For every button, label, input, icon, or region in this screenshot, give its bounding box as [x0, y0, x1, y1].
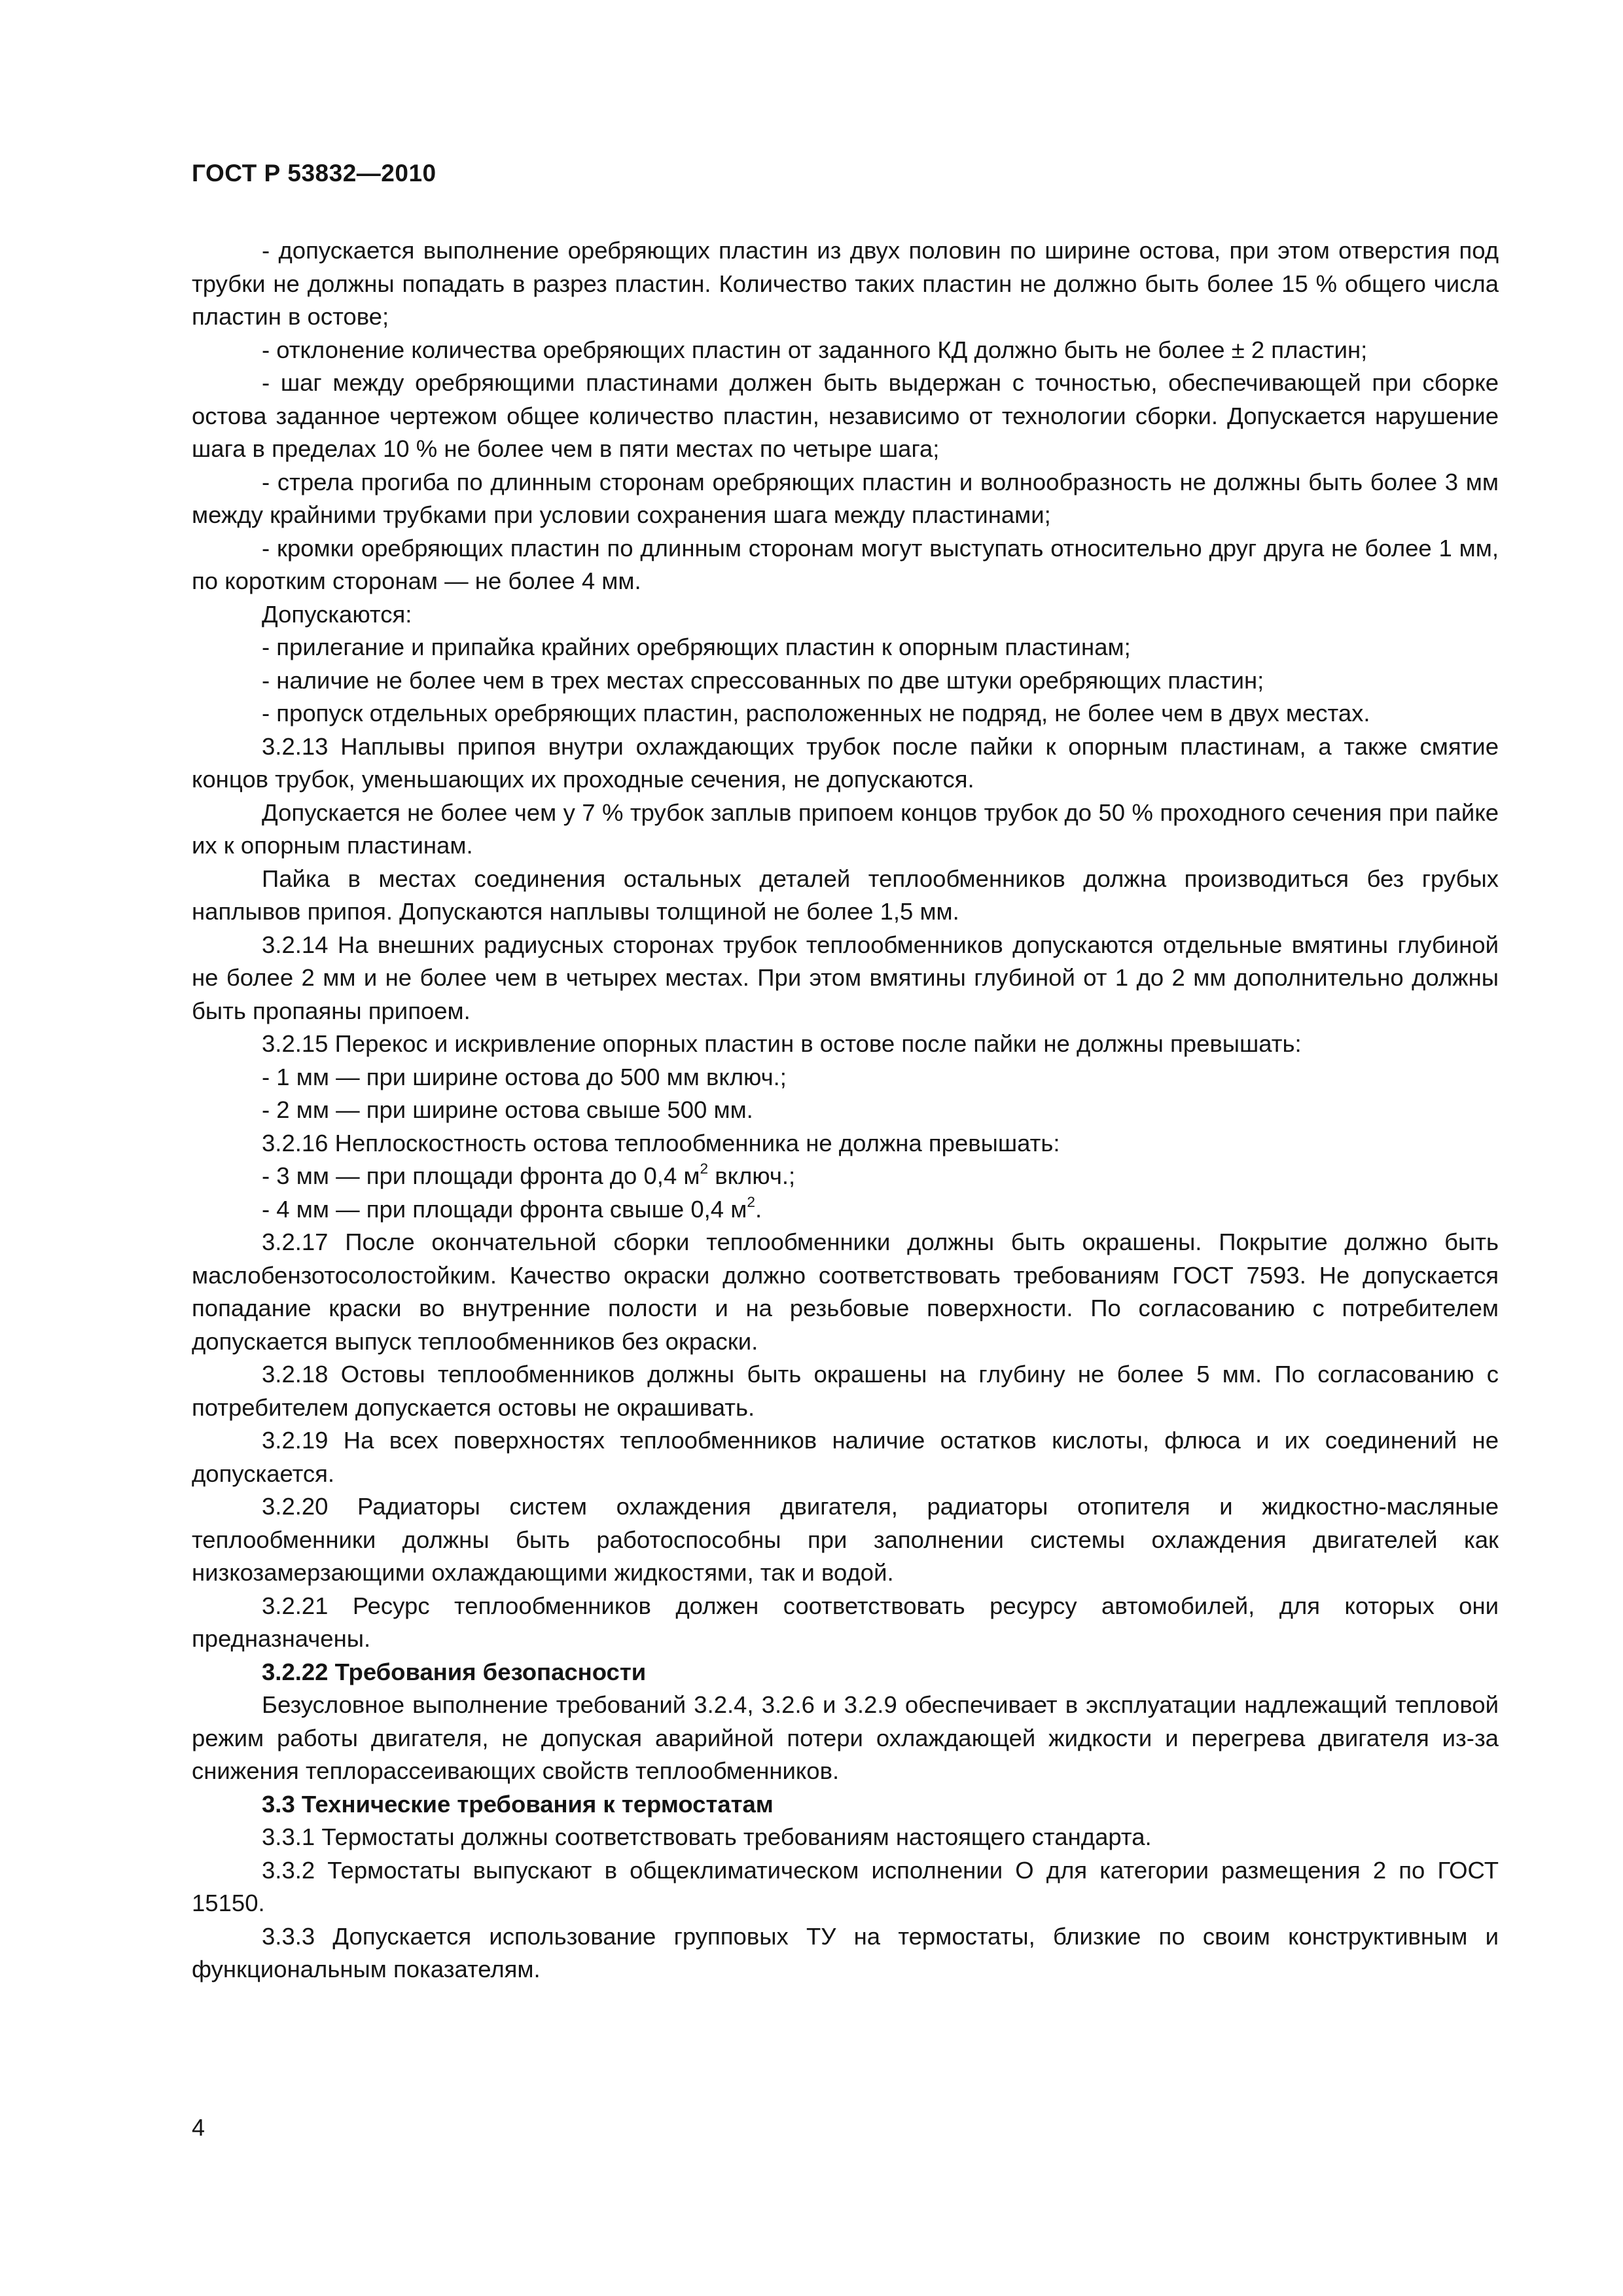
paragraph: - стрела прогиба по длинным сторонам оребряющих пластин и волнообразность не должны быть более 3 мм между крайними трубками при условии сохранения шага между пластинами; — [192, 468, 1499, 528]
paragraph: 3.2.13 Наплывы припоя внутри охлаждающих трубок после пайки к опорным пластинам, а также смятие концов трубок, уменьшающих их проходные сечения, не допускаются. — [192, 732, 1499, 793]
page-number: 4 — [192, 2114, 205, 2141]
paragraph: 3.3.3 Допускается использование групповых ТУ на термостаты, близкие по своим конструктивным и функциональным показателям. — [192, 1922, 1499, 1982]
paragraph: Допускаются: — [262, 600, 412, 628]
paragraph: - 2 мм — при ширине остова свыше 500 мм. — [262, 1096, 753, 1123]
paragraph: 3.3.2 Термостаты выпускают в общеклиматическом исполнении О для категории размещения 2 по ГОСТ 15150. — [192, 1856, 1499, 1916]
paragraph: 3.2.20 Радиаторы систем охлаждения двигателя, радиаторы отопителя и жидкостно-масляные теплообменники должны быть работоспособны при заполнении системы охлаждения двигателей как низкозамерзающими охлаждающими жидкостями, так и водой. — [192, 1493, 1499, 1586]
paragraph: 3.3.1 Термостаты должны соответствовать требованиям настоящего стандарта. — [262, 1823, 1152, 1850]
paragraph: 3.2.15 Перекос и искривление опорных пластин в остове после пайки не должны превышать: — [262, 1030, 1302, 1057]
paragraph: 3.2.21 Ресурс теплообменников должен соответствовать ресурсу автомобилей, для которых они предназначены. — [192, 1592, 1499, 1652]
paragraph: - наличие не более чем в трех местах спрессованных по две штуки оребряющих пластин; — [262, 666, 1264, 694]
paragraph: 3.2.14 На внешних радиусных сторонах трубок теплообменников допускаются отдельные вмятины глубиной не более 2 мм и не более чем в четырех местах. При этом вмятины глубиной от 1 до 2 мм дополнительно должны быть пропаяны припоем. — [192, 931, 1499, 1024]
paragraph: - кромки оребряющих пластин по длинным сторонам могут выступать относительно друг друга не более 1 мм, по коротким сторонам — не более 4 мм. — [192, 534, 1499, 594]
paragraph: - отклонение количества оребряющих пластин от заданного КД должно быть не более ± 2 пластин; — [262, 336, 1368, 363]
document-body — [192, 234, 1499, 1986]
paragraph: Пайка в местах соединения остальных деталей теплообменников должна производиться без грубых наплывов припоя. Допускаются наплывы толщиной не более 1,5 мм. — [192, 865, 1499, 925]
paragraph: - шаг между оребряющими пластинами должен быть выдержан с точностью, обеспечивающей при сборке остова заданное чертежом общее количество пластин, независимо от технологии сборки. Допускается нарушение шага в пределах 10 % не более чем в пяти местах по четыре шага; — [192, 369, 1499, 462]
paragraph: - 4 мм — при площади фронта свыше 0,4 $м^2$. — [262, 1193, 762, 1223]
paragraph: - 1 мм — при ширине остова до 500 мм включ.; — [262, 1063, 787, 1090]
paragraph: - 3 мм — при площади фронта до 0,4 $м^2$ включ.; — [262, 1160, 796, 1189]
paragraph: 3.2.17 После окончательной сборки теплообменники должны быть окрашены. Покрытие должно быть маслобензотосолостойким. Качество окраски должно соответствовать требованиям ГОСТ 7593. Не допускается попадание краски во внутренние полости и на резьбовые поверхности. По согласованию с потребителем допускается выпуск теплообменников без окраски. — [192, 1229, 1499, 1355]
paragraph: 3.2.18 Остовы теплообменников должны быть окрашены на глубину не более 5 мм. По согласованию с потребителем допускается остовы не окрашивать. — [192, 1361, 1499, 1421]
section-heading: 3.3 Технические требования к термостатам — [262, 1790, 774, 1818]
paragraph: 3.2.19 На всех поверхностях теплообменников наличие остатков кислоты, флюса и их соединений не допускается. — [192, 1427, 1499, 1487]
section-heading: 3.2.22 Требования безопасности — [262, 1658, 647, 1685]
paragraph: - пропуск отдельных оребряющих пластин, расположенных не подряд, не более чем в двух местах. — [262, 700, 1370, 726]
paragraph: Допускается не более чем у 7 % трубок заплыв припоем концов трубок до 50 % проходного сечения при пайке их к опорным пластинам. — [192, 798, 1499, 859]
paragraph: - допускается выполнение оребряющих пластин из двух половин по ширине остова, при этом отверстия под трубки не должны попадать в разрез пластин. Количество таких пластин не должно быть более 15 % общего числа пластин в остове; — [192, 237, 1499, 330]
paragraph: - прилегание и припайка крайних оребряющих пластин к опорным пластинам; — [262, 634, 1131, 660]
document-header: ГОСТ Р 53832—2010 — [192, 160, 437, 187]
paragraph: 3.2.16 Неплоскостность остова теплообменника не должна превышать: — [262, 1129, 1060, 1157]
paragraph: Безусловное выполнение требований 3.2.4, 3.2.6 и 3.2.9 обеспечивает в эксплуатации надлежащий тепловой режим работы двигателя, не допуская аварийной потери охлаждающей жидкости и перегрева двигателя из-за снижения теплорассеивающих свойств теплообменников. — [192, 1691, 1499, 1784]
